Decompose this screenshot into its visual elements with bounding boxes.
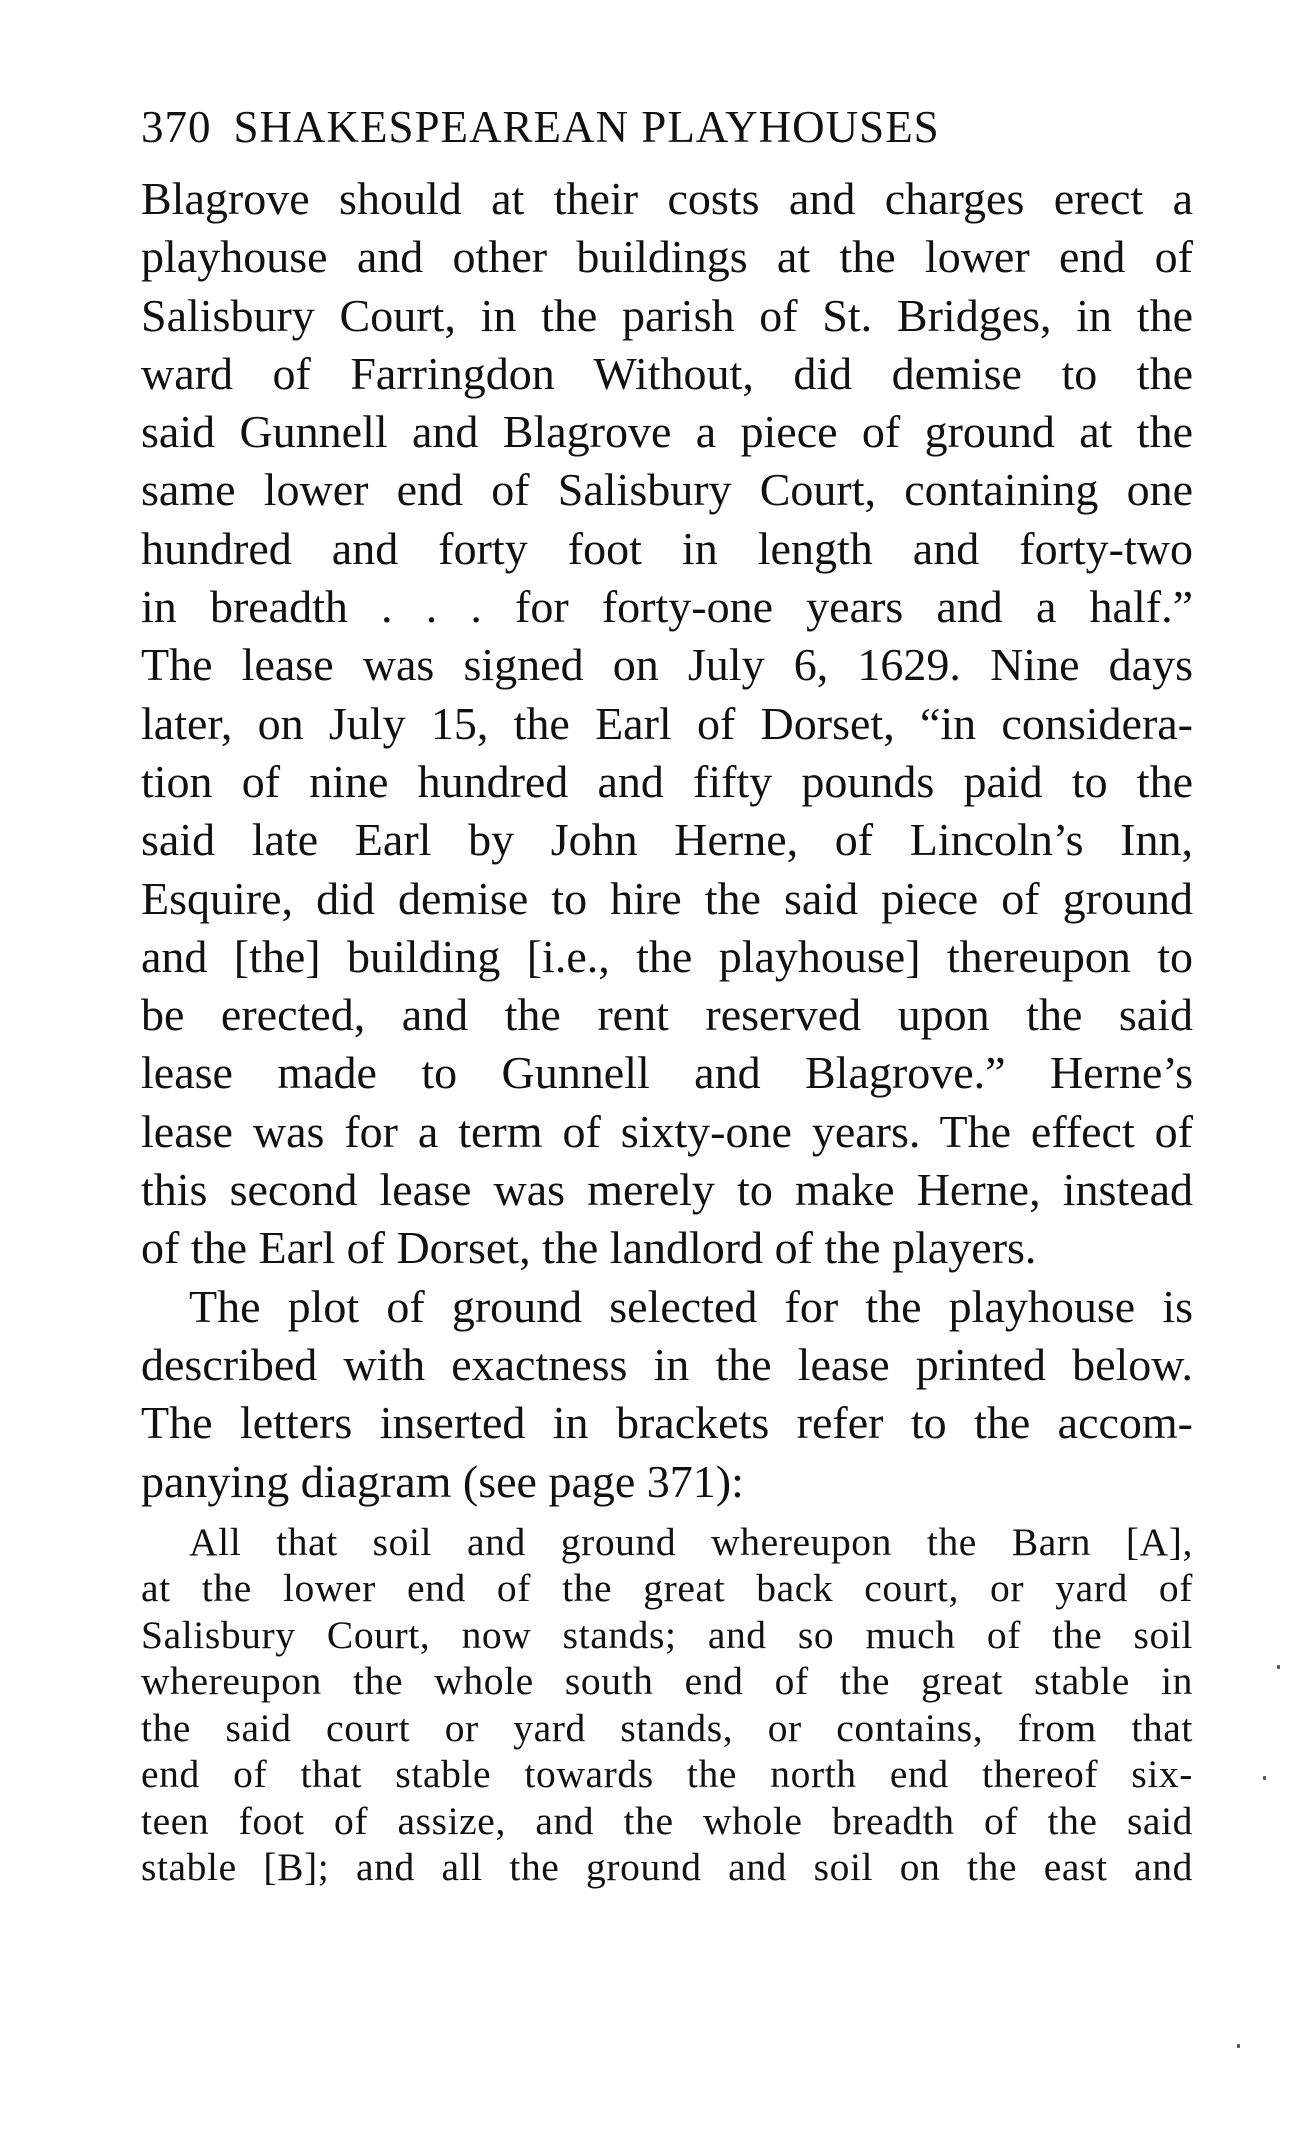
- page-number: 370: [141, 102, 212, 152]
- quote-line: the said court or yard stands, or contains, from that: [141, 1705, 1193, 1750]
- running-title: SHAKESPEAREAN PLAYHOUSES: [233, 102, 940, 152]
- quote-line: whereupon the whole south end of the great stable in: [141, 1659, 1193, 1704]
- quote-line: teen foot of assize, and the whole breadth of the said: [141, 1798, 1193, 1843]
- running-head: [141, 92, 1193, 162]
- text-line: playhouse and other buildings at the lower end of: [141, 231, 1193, 283]
- text-line: be erected, and the rent reserved upon the said: [141, 989, 1193, 1041]
- quote-line: end of that stable towards the north end thereof six-: [141, 1752, 1193, 1797]
- text-line: same lower end of Salisbury Court, containing one: [141, 464, 1193, 516]
- text-line: The letters inserted in brackets refer to the accom-: [141, 1397, 1193, 1449]
- book-page: [141, 92, 1193, 1891]
- paragraph-lease-terms: [141, 170, 1193, 1278]
- text-line: and [the] building [i.e., the playhouse] thereupon to: [141, 930, 1193, 982]
- print-speck: [1263, 1776, 1266, 1780]
- text-line: in breadth . . . for forty-one years and a half.”: [141, 581, 1193, 633]
- print-speck: [1237, 2044, 1240, 2048]
- text-line: this second lease was merely to make Herne, instead: [141, 1164, 1193, 1216]
- text-line: said Gunnell and Blagrove a piece of ground at the: [141, 406, 1193, 458]
- text-line: described with exactness in the lease printed below.: [141, 1338, 1193, 1390]
- print-speck: [1277, 1665, 1280, 1669]
- quote-line: at the lower end of the great back court, or yard of: [141, 1566, 1193, 1611]
- text-line: Blagrove should at their costs and charges erect a: [141, 173, 1193, 224]
- text-line: Salisbury Court, in the parish of St. Bridges, in the: [141, 289, 1193, 341]
- text-line: said late Earl by John Herne, of Lincoln’s Inn,: [141, 814, 1193, 866]
- text-line: hundred and forty foot in length and forty-two: [141, 522, 1193, 574]
- quote-line: Salisbury Court, now stands; and so much of the soil: [141, 1612, 1193, 1657]
- quote-line: stable [B]; and all the ground and soil on the east and: [141, 1845, 1193, 1890]
- text-line: lease was for a term of sixty-one years. The effect of: [141, 1105, 1193, 1157]
- paragraph-plot-description: [141, 1278, 1193, 1511]
- text-line: The lease was signed on July 6, 1629. Nine days: [141, 639, 1193, 691]
- text-line: ward of Farringdon Without, did demise to the: [141, 347, 1193, 399]
- text-line: panying diagram (see page 371):: [141, 1455, 744, 1507]
- text-line: of the Earl of Dorset, the landlord of the players.: [141, 1222, 1037, 1274]
- text-line: The plot of ground selected for the playhouse is: [189, 1280, 1193, 1332]
- text-line: Esquire, did demise to hire the said piece of ground: [141, 872, 1193, 924]
- text-line: tion of nine hundred and fifty pounds paid to the: [141, 755, 1193, 807]
- text-line: later, on July 15, the Earl of Dorset, “in considera-: [141, 697, 1193, 749]
- lease-quotation: [141, 1519, 1193, 1891]
- text-line: lease made to Gunnell and Blagrove.” Herne’s: [141, 1047, 1193, 1099]
- quote-line: All that soil and ground whereupon the Barn [A],: [189, 1519, 1193, 1564]
